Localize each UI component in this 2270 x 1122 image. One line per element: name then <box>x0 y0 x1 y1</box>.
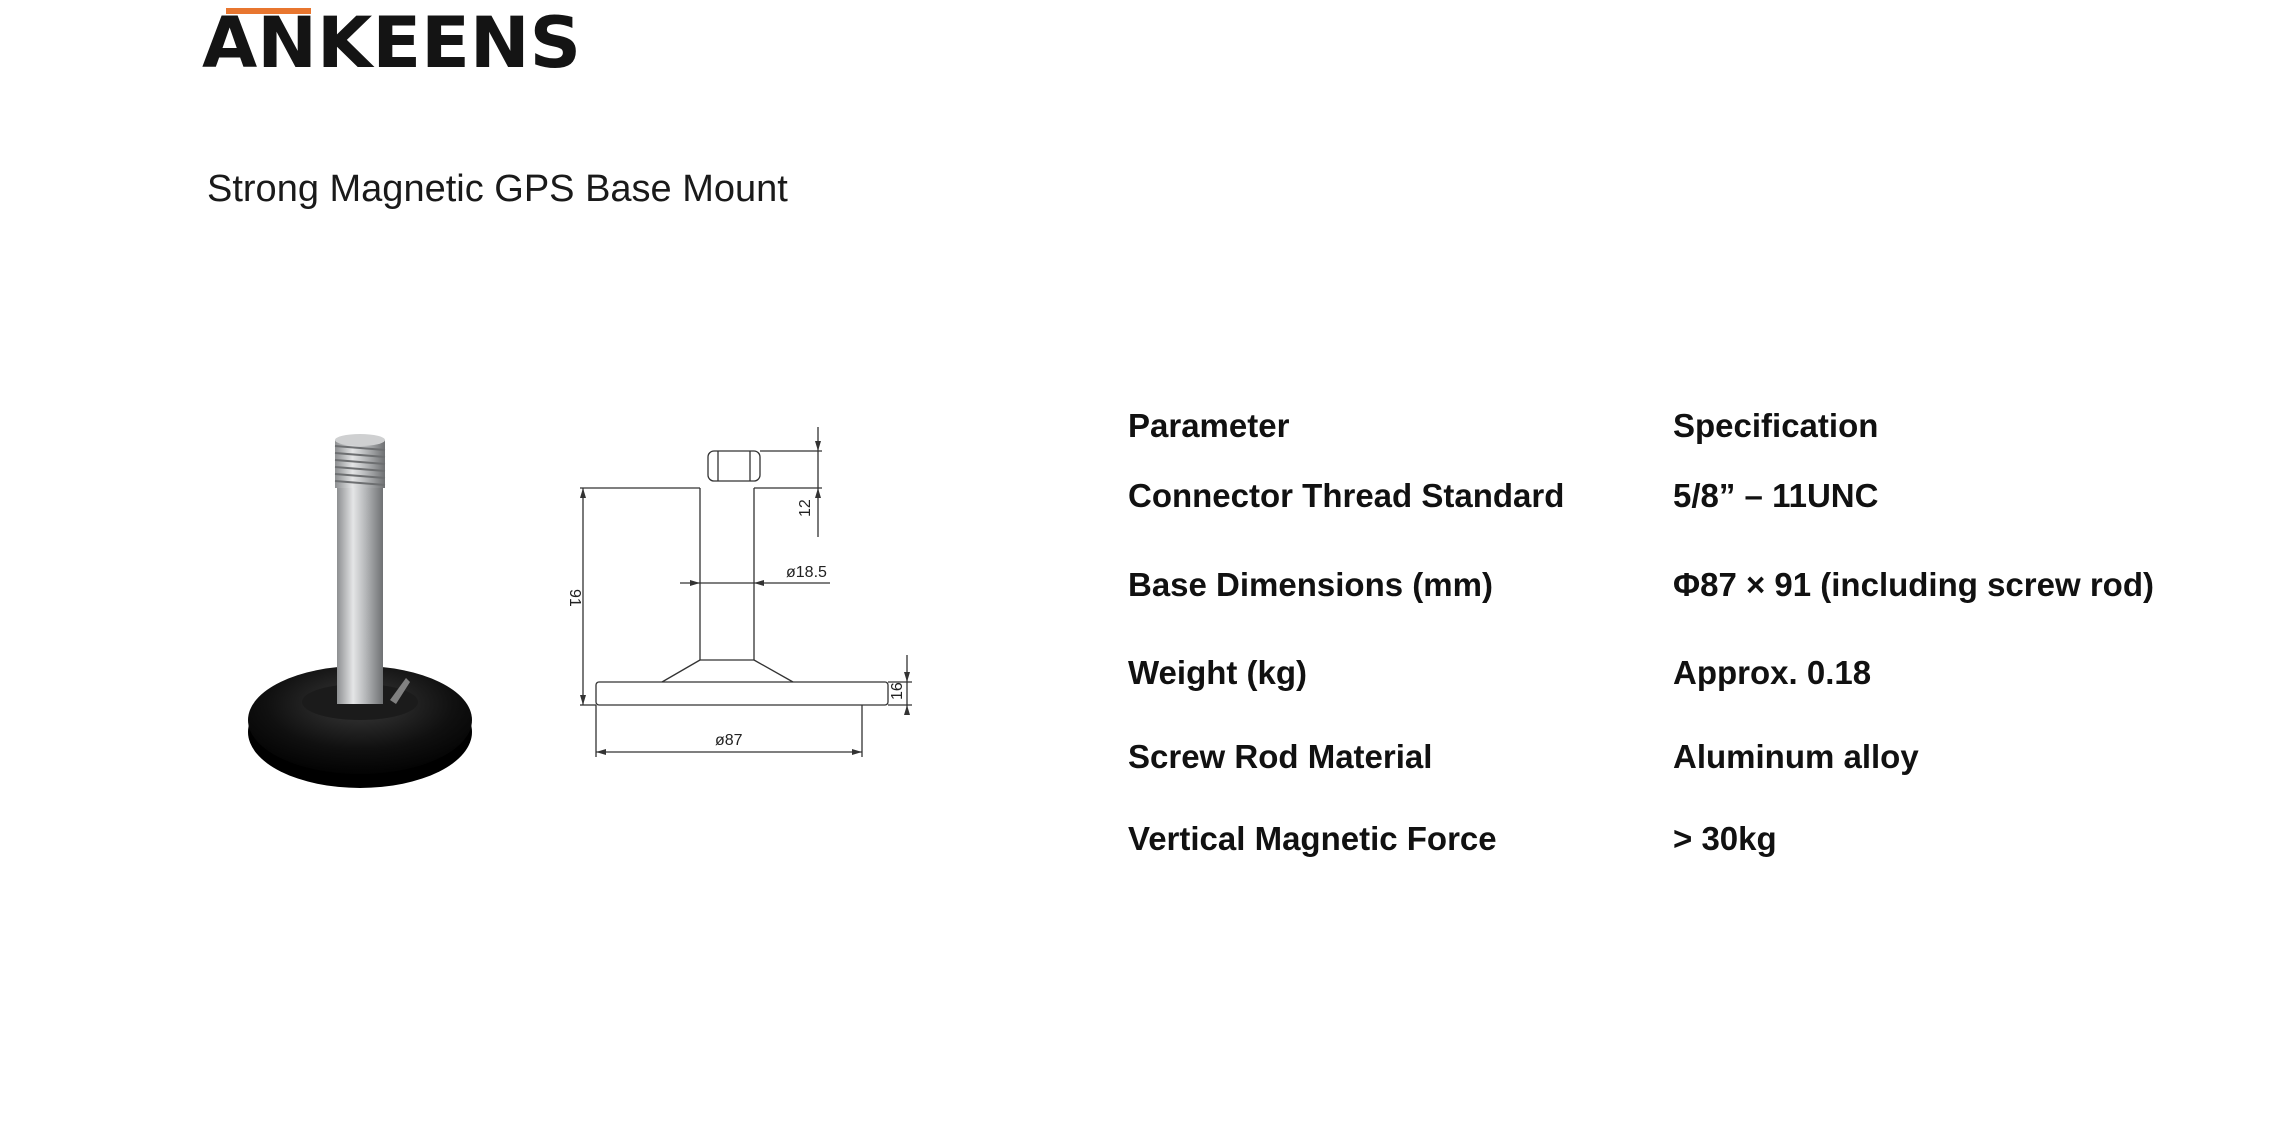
brand-name: ANKEENS <box>202 2 582 84</box>
dimension-91: 91 <box>566 589 583 607</box>
table-row <box>1128 452 2154 540</box>
row-specification: Aluminum alloy <box>1673 738 1919 775</box>
row-parameter: Vertical Magnetic Force <box>1128 820 1497 857</box>
row-specification: Φ87 × 91 (including screw rod) <box>1673 566 2154 603</box>
product-title: Strong Magnetic GPS Base Mount <box>207 168 788 210</box>
row-parameter: Base Dimensions (mm) <box>1128 566 1493 603</box>
spec-table <box>1128 400 2154 880</box>
row-specification: > 30kg <box>1673 820 1777 857</box>
table-row <box>1128 630 2154 716</box>
header-parameter: Parameter <box>1128 407 1290 444</box>
dimension-base-diameter: ø87 <box>715 732 743 749</box>
dimension-16: 16 <box>889 682 906 700</box>
spec-table-header <box>1128 400 2154 452</box>
table-row <box>1128 540 2154 630</box>
table-row <box>1128 798 2154 880</box>
product-photo <box>240 420 500 800</box>
row-specification: Approx. 0.18 <box>1673 654 1872 691</box>
technical-drawing <box>540 415 920 765</box>
row-parameter: Connector Thread Standard <box>1128 477 1565 514</box>
dimension-12: 12 <box>797 499 814 517</box>
row-parameter: Weight (kg) <box>1128 654 1308 691</box>
row-parameter: Screw Rod Material <box>1128 738 1433 775</box>
brand-logo <box>202 2 582 84</box>
header-specification: Specification <box>1673 407 1879 444</box>
row-specification: 5/8” – 11UNC <box>1673 477 1879 514</box>
table-row <box>1128 716 2154 798</box>
dimension-rod-diameter: ø18.5 <box>786 564 827 581</box>
